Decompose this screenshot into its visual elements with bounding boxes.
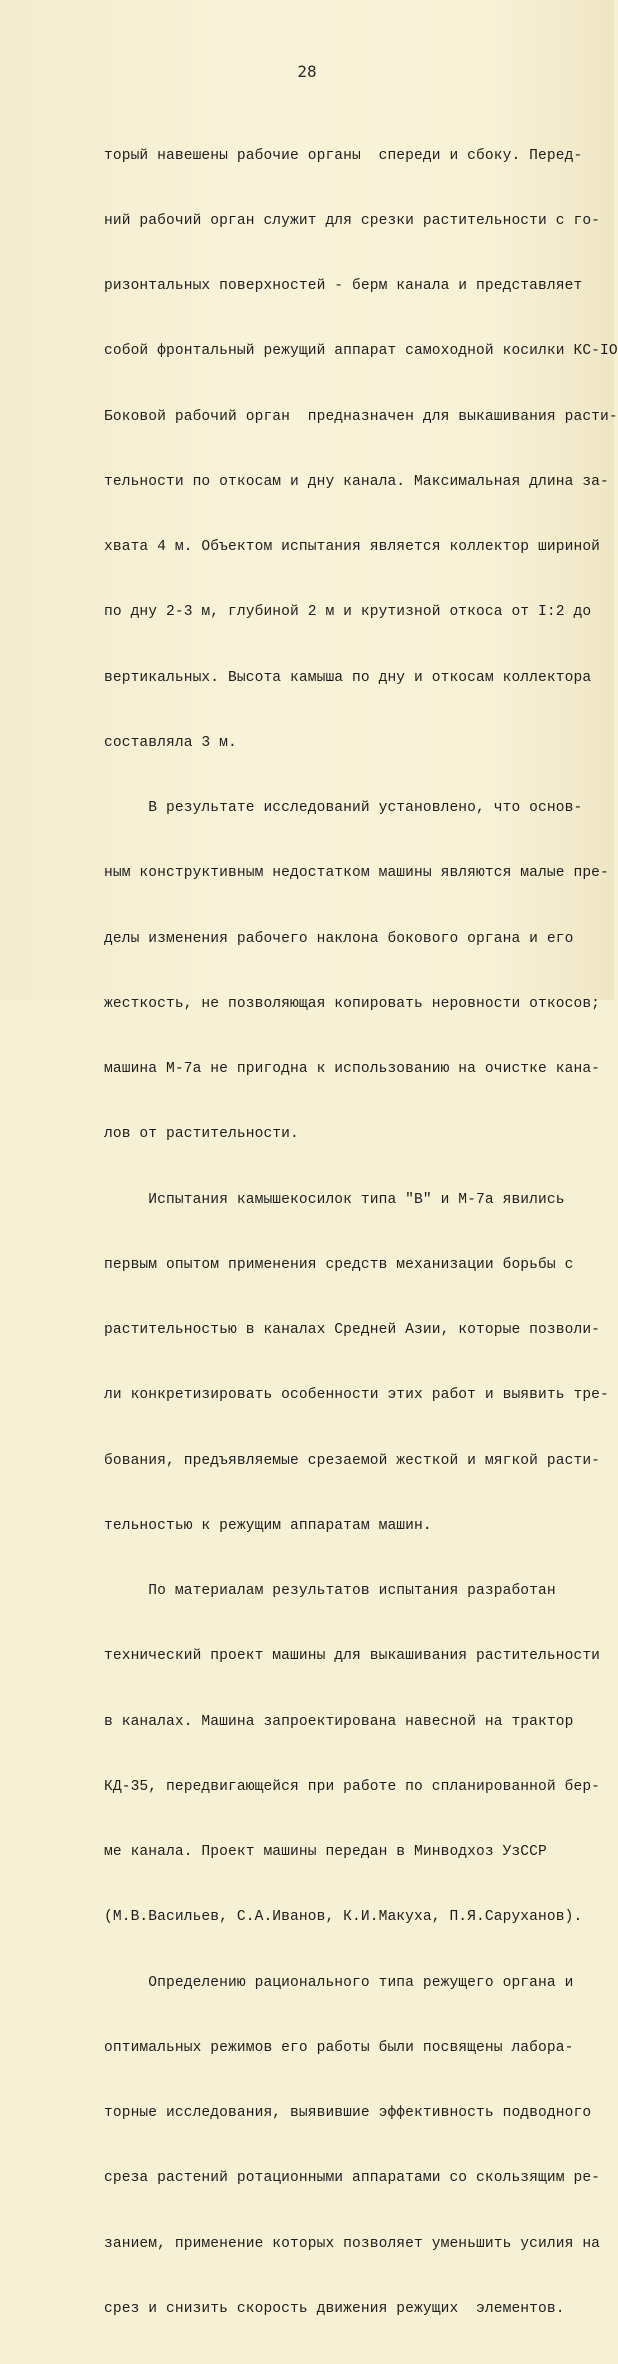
text-line: торый навешены рабочие органы спереди и сбоку. Перед-	[104, 147, 583, 164]
text-line: ний рабочий орган служит для срезки растительности с го-	[104, 212, 601, 229]
text-line: КД-35, передвигающейся при работе по спланированной бер-	[104, 1778, 601, 1795]
text-line: собой фронтальный режущий аппарат самоходной косилки КС-IO	[104, 343, 618, 360]
text-line: Определению рационального типа режущего органа и	[104, 1974, 574, 1991]
text-line: занием, применение которых позволяет уменьшить усилия на	[104, 2235, 601, 2252]
text-line: В результате исследований установлено, что основ-	[104, 800, 583, 816]
page-number: 28	[297, 62, 317, 81]
text-line: тельности по откосам и дну канала. Максимальная длина за-	[104, 473, 609, 490]
text-line: составляла 3 м.	[104, 734, 237, 751]
text-line: в каналах. Машина запроектирована навесной на трактор	[104, 1713, 574, 1730]
text-line: делы изменения рабочего наклона бокового органа и его	[104, 930, 574, 947]
text-line: По материалам результатов испытания разработан	[104, 1583, 556, 1599]
text-line: по дну 2-3 м, глубиной 2 м и крутизной откоса от I:2 до	[104, 604, 592, 621]
text-line: срез и снизить скорость движения режущих элементов.	[104, 2300, 565, 2317]
text-line: машина М-7а не пригодна к использованию на очистке кана-	[104, 1061, 601, 1077]
text-line: лов от растительности.	[104, 1126, 299, 1143]
text-line: технический проект машины для выкашивания растительности	[104, 1648, 601, 1665]
text-line: бования, предъявляемые срезаемой жесткой и мягкой расти-	[104, 1452, 601, 1469]
text-line: торные исследования, выявившие эффективность подводного	[104, 2105, 592, 2121]
text-line: оптимальных режимов его работы были посвящены лабора-	[104, 2039, 574, 2056]
text-line: ризонтальных поверхностей - берм канала и представляет	[104, 278, 583, 294]
text-line: хвата 4 м. Объектом испытания является коллектор шириной	[104, 539, 601, 555]
text-line: ли конкретизировать особенности этих работ и выявить тре-	[104, 1387, 609, 1404]
text-line: ным конструктивным недостатком машины являются малые пре-	[104, 865, 609, 882]
text-line: (М.В.Васильев, С.А.Иванов, К.И.Макуха, П.Я.Саруханов).	[104, 1909, 583, 1926]
text-line: первым опытом применения средств механизации борьбы с	[104, 1256, 574, 1273]
text-line: Испытания камышекосилок типа "В" и М-7а явились	[104, 1191, 565, 1208]
text-line: Боковой рабочий орган предназначен для выкашивания расти-	[104, 408, 618, 425]
text-line: тельностью к режущим аппаратам машин.	[104, 1517, 432, 1534]
text-line: вертикальных. Высота камыша по дну и откосам коллектора	[104, 669, 592, 686]
text-line: растительностью в каналах Средней Азии, которые позволи-	[104, 1322, 601, 1338]
text-line: жесткость, не позволяющая копировать неровности откосов;	[104, 995, 601, 1012]
text-line: ме канала. Проект машины передан в Минводхоз УзССР	[104, 1844, 547, 1860]
text-line: среза растений ротационными аппаратами со скользящим ре-	[104, 2170, 601, 2187]
body-text	[104, 102, 618, 2364]
